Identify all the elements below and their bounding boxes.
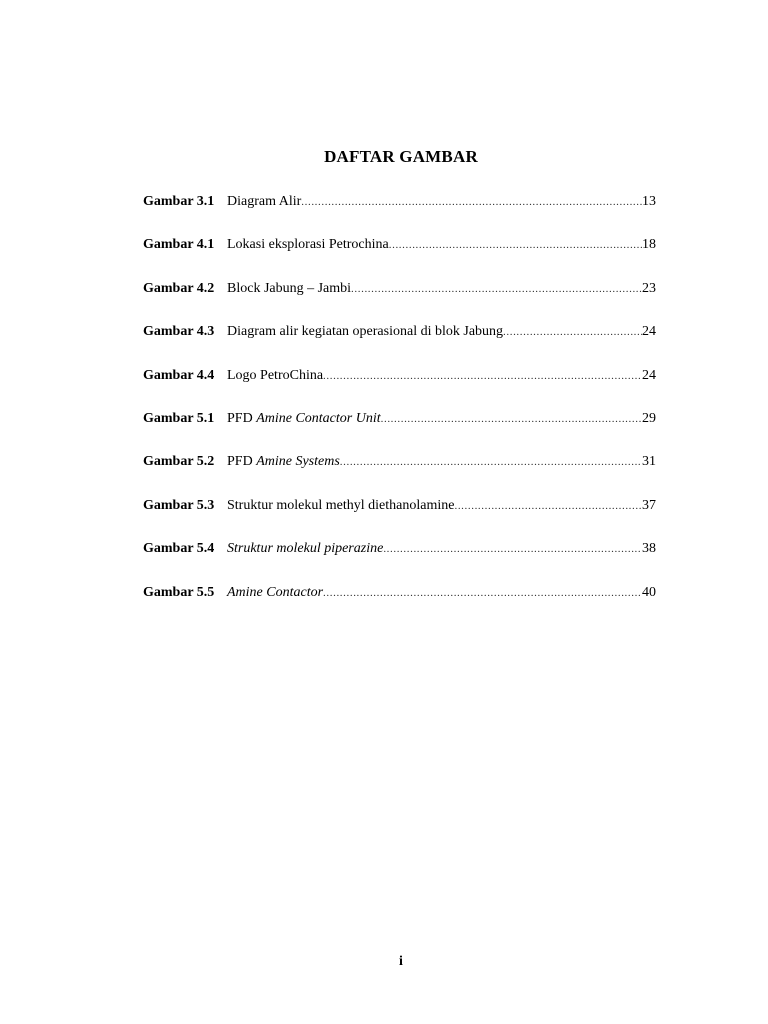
figure-title — [227, 453, 340, 471]
dot-leader — [383, 540, 642, 558]
figure-entry[interactable] — [143, 193, 656, 236]
figure-number: Gambar 4.3 — [143, 324, 215, 340]
figure-page-number: 23 — [642, 280, 656, 296]
figure-entry[interactable] — [143, 584, 656, 627]
figure-page-number: 37 — [642, 497, 656, 513]
figure-title-italic: Amine Systems — [256, 454, 340, 470]
figure-entry[interactable] — [143, 236, 656, 279]
dot-leader — [381, 410, 642, 428]
figure-title-italic: Amine Contactor — [227, 584, 324, 600]
figure-title-text: Logo PetroChina — [227, 367, 324, 383]
page-title: DAFTAR GAMBAR — [324, 147, 478, 166]
figure-title — [227, 236, 389, 254]
figure-page-number: 40 — [642, 584, 656, 600]
figure-number: Gambar 3.1 — [143, 194, 215, 209]
figure-number: Gambar 5.2 — [143, 454, 215, 470]
figure-number: Gambar 5.5 — [143, 584, 215, 600]
figure-title-italic: Struktur molekul piperazine — [227, 541, 384, 557]
figure-entry[interactable] — [143, 540, 656, 583]
figure-page-number: 24 — [642, 324, 656, 340]
figure-entry[interactable] — [143, 280, 656, 323]
dot-leader — [454, 497, 642, 515]
figure-title-text: Struktur molekul methyl diethanolamine — [227, 497, 455, 513]
figure-title-italic: Amine Contactor Unit — [256, 410, 381, 426]
figure-title — [227, 584, 323, 602]
figure-title — [227, 410, 381, 428]
figure-entry[interactable] — [143, 410, 656, 453]
figure-entry[interactable] — [143, 453, 656, 496]
figure-page-number: 13 — [642, 194, 656, 209]
dot-leader — [340, 453, 642, 471]
figure-page-number: 18 — [642, 237, 656, 253]
figure-title — [227, 497, 454, 515]
figure-title — [227, 323, 503, 341]
figure-title-text: PFD — [227, 410, 257, 426]
figure-title-text: Diagram Alir — [227, 194, 302, 209]
figure-page-number: 31 — [642, 454, 656, 470]
figure-title — [227, 193, 301, 211]
figure-number: Gambar 5.1 — [143, 410, 215, 426]
figure-title-text: Lokasi eksplorasi Petrochina — [227, 237, 389, 253]
figure-title-text: Block Jabung – Jambi — [227, 280, 352, 296]
dot-leader — [323, 584, 642, 602]
figure-page-number: 24 — [642, 367, 656, 383]
figure-number: Gambar 4.1 — [143, 237, 215, 253]
figure-number: Gambar 5.4 — [143, 541, 215, 557]
dot-leader — [503, 323, 642, 341]
list-of-figures — [143, 193, 656, 627]
dot-leader — [301, 193, 642, 211]
figure-entry[interactable] — [143, 323, 656, 366]
figure-title-text: Diagram alir kegiatan operasional di blok Jabung — [227, 324, 504, 340]
dot-leader — [389, 236, 642, 254]
figure-page-number: 38 — [642, 541, 656, 557]
figure-entry[interactable] — [143, 367, 656, 410]
figure-title — [227, 280, 351, 298]
dot-leader — [323, 367, 642, 385]
figure-number: Gambar 4.2 — [143, 280, 215, 296]
page-number: i — [399, 954, 403, 969]
figure-number: Gambar 4.4 — [143, 367, 215, 383]
figure-page-number: 29 — [642, 410, 656, 426]
dot-leader — [351, 280, 642, 298]
figure-entry[interactable] — [143, 497, 656, 540]
figure-title-text: PFD — [227, 454, 257, 470]
figure-title — [227, 367, 323, 385]
figure-number: Gambar 5.3 — [143, 497, 215, 513]
figure-title — [227, 540, 383, 558]
